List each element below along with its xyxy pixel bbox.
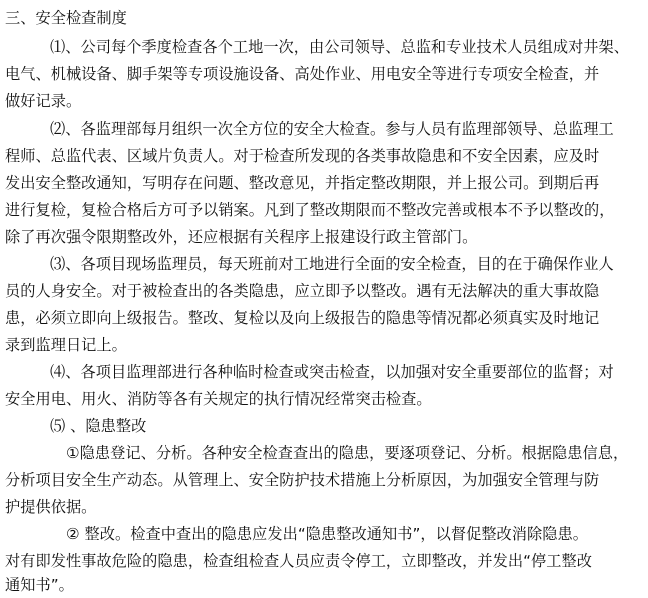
paragraph-4-line-1: ⑷、各项目监理部进行各种临时检查或突击检查，以加强对安全重要部位的监督；对 (50, 363, 614, 381)
paragraph-2-line-5: 除了再次强令限期整改外，还应根据有关程序上报建设行政主管部门。 (5, 228, 478, 246)
subsection-heading: ⑸ 、隐患整改 (50, 417, 147, 435)
section-heading: 三、安全检查制度 (5, 9, 127, 27)
paragraph-3-line-1: ⑶、各项目现场监理员，每天班前对工地进行全面的安全检查，目的在于确保作业人 (50, 255, 614, 273)
item-1-line-2: 分析项目安全生产动态。从管理上、安全防护技术措施上分析原因，为加强安全管理与防 (5, 471, 600, 489)
paragraph-1-line-1: ⑴、公司每个季度检查各个工地一次，由公司领导、总监和专业技术人员组成对井架、 (50, 38, 630, 56)
paragraph-2-line-1: ⑵、各监理部每月组织一次全方位的安全大检查。参与人员有监理部领导、总监理工 (50, 120, 614, 138)
paragraph-3-line-3: 患，必须立即向上级报告。整改、复检以及向上级报告的隐患等情况都必须真实及时地记 (5, 309, 600, 327)
paragraph-1-line-3: 做好记录。 (5, 92, 82, 110)
paragraph-2-line-2: 程师、总监代表、区域片负责人。对于检查所发现的各类事故隐患和不安全因素，应及时 (5, 147, 600, 165)
paragraph-3-line-4: 录到监理日记上。 (5, 336, 127, 354)
paragraph-2-line-3: 发出安全整改通知，写明存在问题、整改意见，并指定整改期限，并上报公司。到期后再 (5, 174, 600, 192)
paragraph-3-line-2: 员的人身安全。对于被检查出的各类隐患，应立即予以整改。遇有无法解决的重大事故隐 (5, 282, 600, 300)
item-1-line-3: 护提供依据。 (5, 498, 97, 516)
paragraph-1-line-2: 电气、机械设备、脚手架等专项设施设备、高处作业、用电安全等进行专项安全检查，并 (5, 65, 600, 83)
paragraph-4-line-2: 安全用电、用火、消防等各有关规定的执行情况经常突击检查。 (5, 390, 432, 408)
paragraph-2-line-4: 进行复检，复检合格后方可予以销案。凡到了整改期限而不整改完善或根本不予以整改的， (5, 201, 615, 219)
item-2-line-1: ② 整改。检查中查出的隐患应发出“隐患整改通知书”，以督促整改消除隐患。 (66, 525, 588, 543)
item-2-line-3: 通知书”。 (5, 576, 74, 594)
item-1-line-1: ①隐患登记、分析。各种安全检查查出的隐患，要逐项登记、分析。根据隐患信息， (66, 444, 629, 462)
item-2-line-2: 对有即发性事故危险的隐患，检查组检查人员应责令停工，立即整改，并发出“停工整改 (5, 552, 592, 570)
